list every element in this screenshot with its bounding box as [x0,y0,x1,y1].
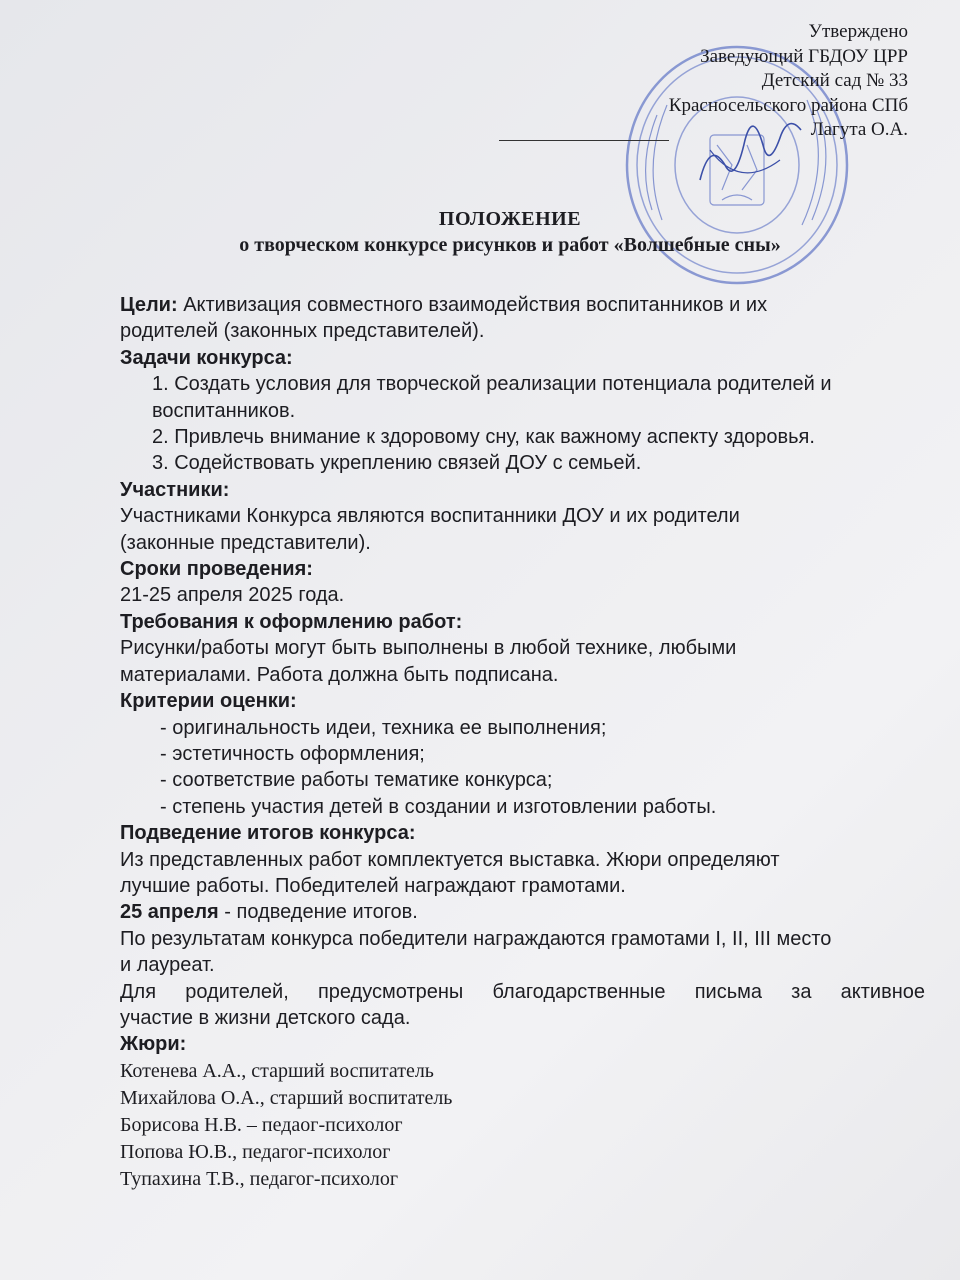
approval-signatory [669,118,908,143]
requirements-text [120,635,925,688]
results-parents-1: Для родителей, предусмотрены благодарственные письма за активное [120,980,925,1003]
results-date-text: - подведение итогов. [218,901,418,924]
results-date-bold: 25 апреля [120,901,219,924]
results-label: Подведение итогов конкурса: [120,822,416,845]
requirements-label: Требования к оформлению работ: [120,610,463,633]
tasks-label: Задачи конкурса: [120,346,293,369]
approval-institution: Детский сад № 33 [761,70,908,91]
requirements-text-2: материалами. Работа должна быть подписана. [120,663,559,686]
criteria-item: - эстетичность оформления; [160,742,425,765]
jury-list [120,1058,925,1193]
results-parents-cont: участие в жизни детского сада. [120,1006,411,1029]
approval-status: Утверждено [808,21,908,42]
goals-label: Цели: [120,294,178,316]
approval-signatory-name: Лагута О.А. [810,119,908,140]
jury-member: Попова Ю.В., педагог-психолог [120,1140,391,1163]
dates-text: 21-25 апреля 2025 года. [120,584,345,607]
jury-member: Михайлова О.А., старший воспитатель [120,1086,453,1109]
jury-member: Тупахина Т.В., педагог-психолог [120,1167,399,1190]
participants-text [120,503,925,556]
title-subheading: о творческом конкурсе рисунков и работ «Волшебные сны» [239,234,781,256]
results-awards-2: и лауреат. [120,954,215,977]
jury-member: Борисова Н.В. – педаог-психолог [120,1113,403,1136]
results-awards-1: По результатам конкурса победители награждаются грамотами I, II, III место [120,927,832,950]
criteria-item: - степень участия детей в создании и изготовлении работы. [160,795,717,818]
task-item: 3. Содейcтвовать укреплению связей ДОУ с семьей. [152,452,642,475]
task-item [152,371,925,424]
results-awards [120,926,925,979]
approval-district: Красносельского района СПб [668,94,908,116]
results-text [120,847,925,900]
requirements-text-1: Рисунки/работы могут быть выполнены в любой технике, любыми [120,637,737,660]
document-title [0,206,960,258]
criteria-item: - соответствие работы тематике конкурса; [160,769,553,792]
signature-underline [499,140,669,141]
participants-text-1: Участниками Конкурса являются воспитанники ДОУ и их родители [120,505,740,528]
document-body [120,292,925,1193]
results-parents [120,979,925,1005]
participants-label: Участники: [120,478,230,501]
criteria-list [120,715,925,821]
task-item-text-cont: воспитанников. [152,399,296,422]
results-text-2: лучшие работы. Победителей награждают грамотами. [120,874,626,897]
participants-text-2: (законные представители). [120,531,371,554]
goals-text-1: Активизация совместного взаимодействия воспитанников и их [177,294,768,316]
criteria-label: Критерии оценки: [120,690,297,713]
goals-section [120,292,925,345]
jury-label: Жюри: [120,1033,187,1056]
approval-position: Заведующий ГБДОУ ЦРР [700,45,908,67]
goals-text-2: родителей (законных представителей). [120,320,485,343]
dates-label: Сроки проведения: [120,558,313,581]
tasks-list [120,371,925,477]
criteria-item: - оригинальность идеи, техника ее выполнения; [160,716,607,739]
results-date [120,899,925,925]
jury-member: Котенева А.А., старший воспитатель [120,1059,434,1082]
results-text-1: Из представленных работ комплектуется выставка. Жюри определяют [120,848,780,871]
task-item: 2. Привлечь внимание к здоровому сну, как важному аспекту здоровья. [152,426,815,449]
approval-block [669,20,908,143]
title-heading: ПОЛОЖЕНИЕ [438,208,582,230]
task-item-text: 1. Создать условия для творческой реализации потенциала родителей и [152,373,832,396]
